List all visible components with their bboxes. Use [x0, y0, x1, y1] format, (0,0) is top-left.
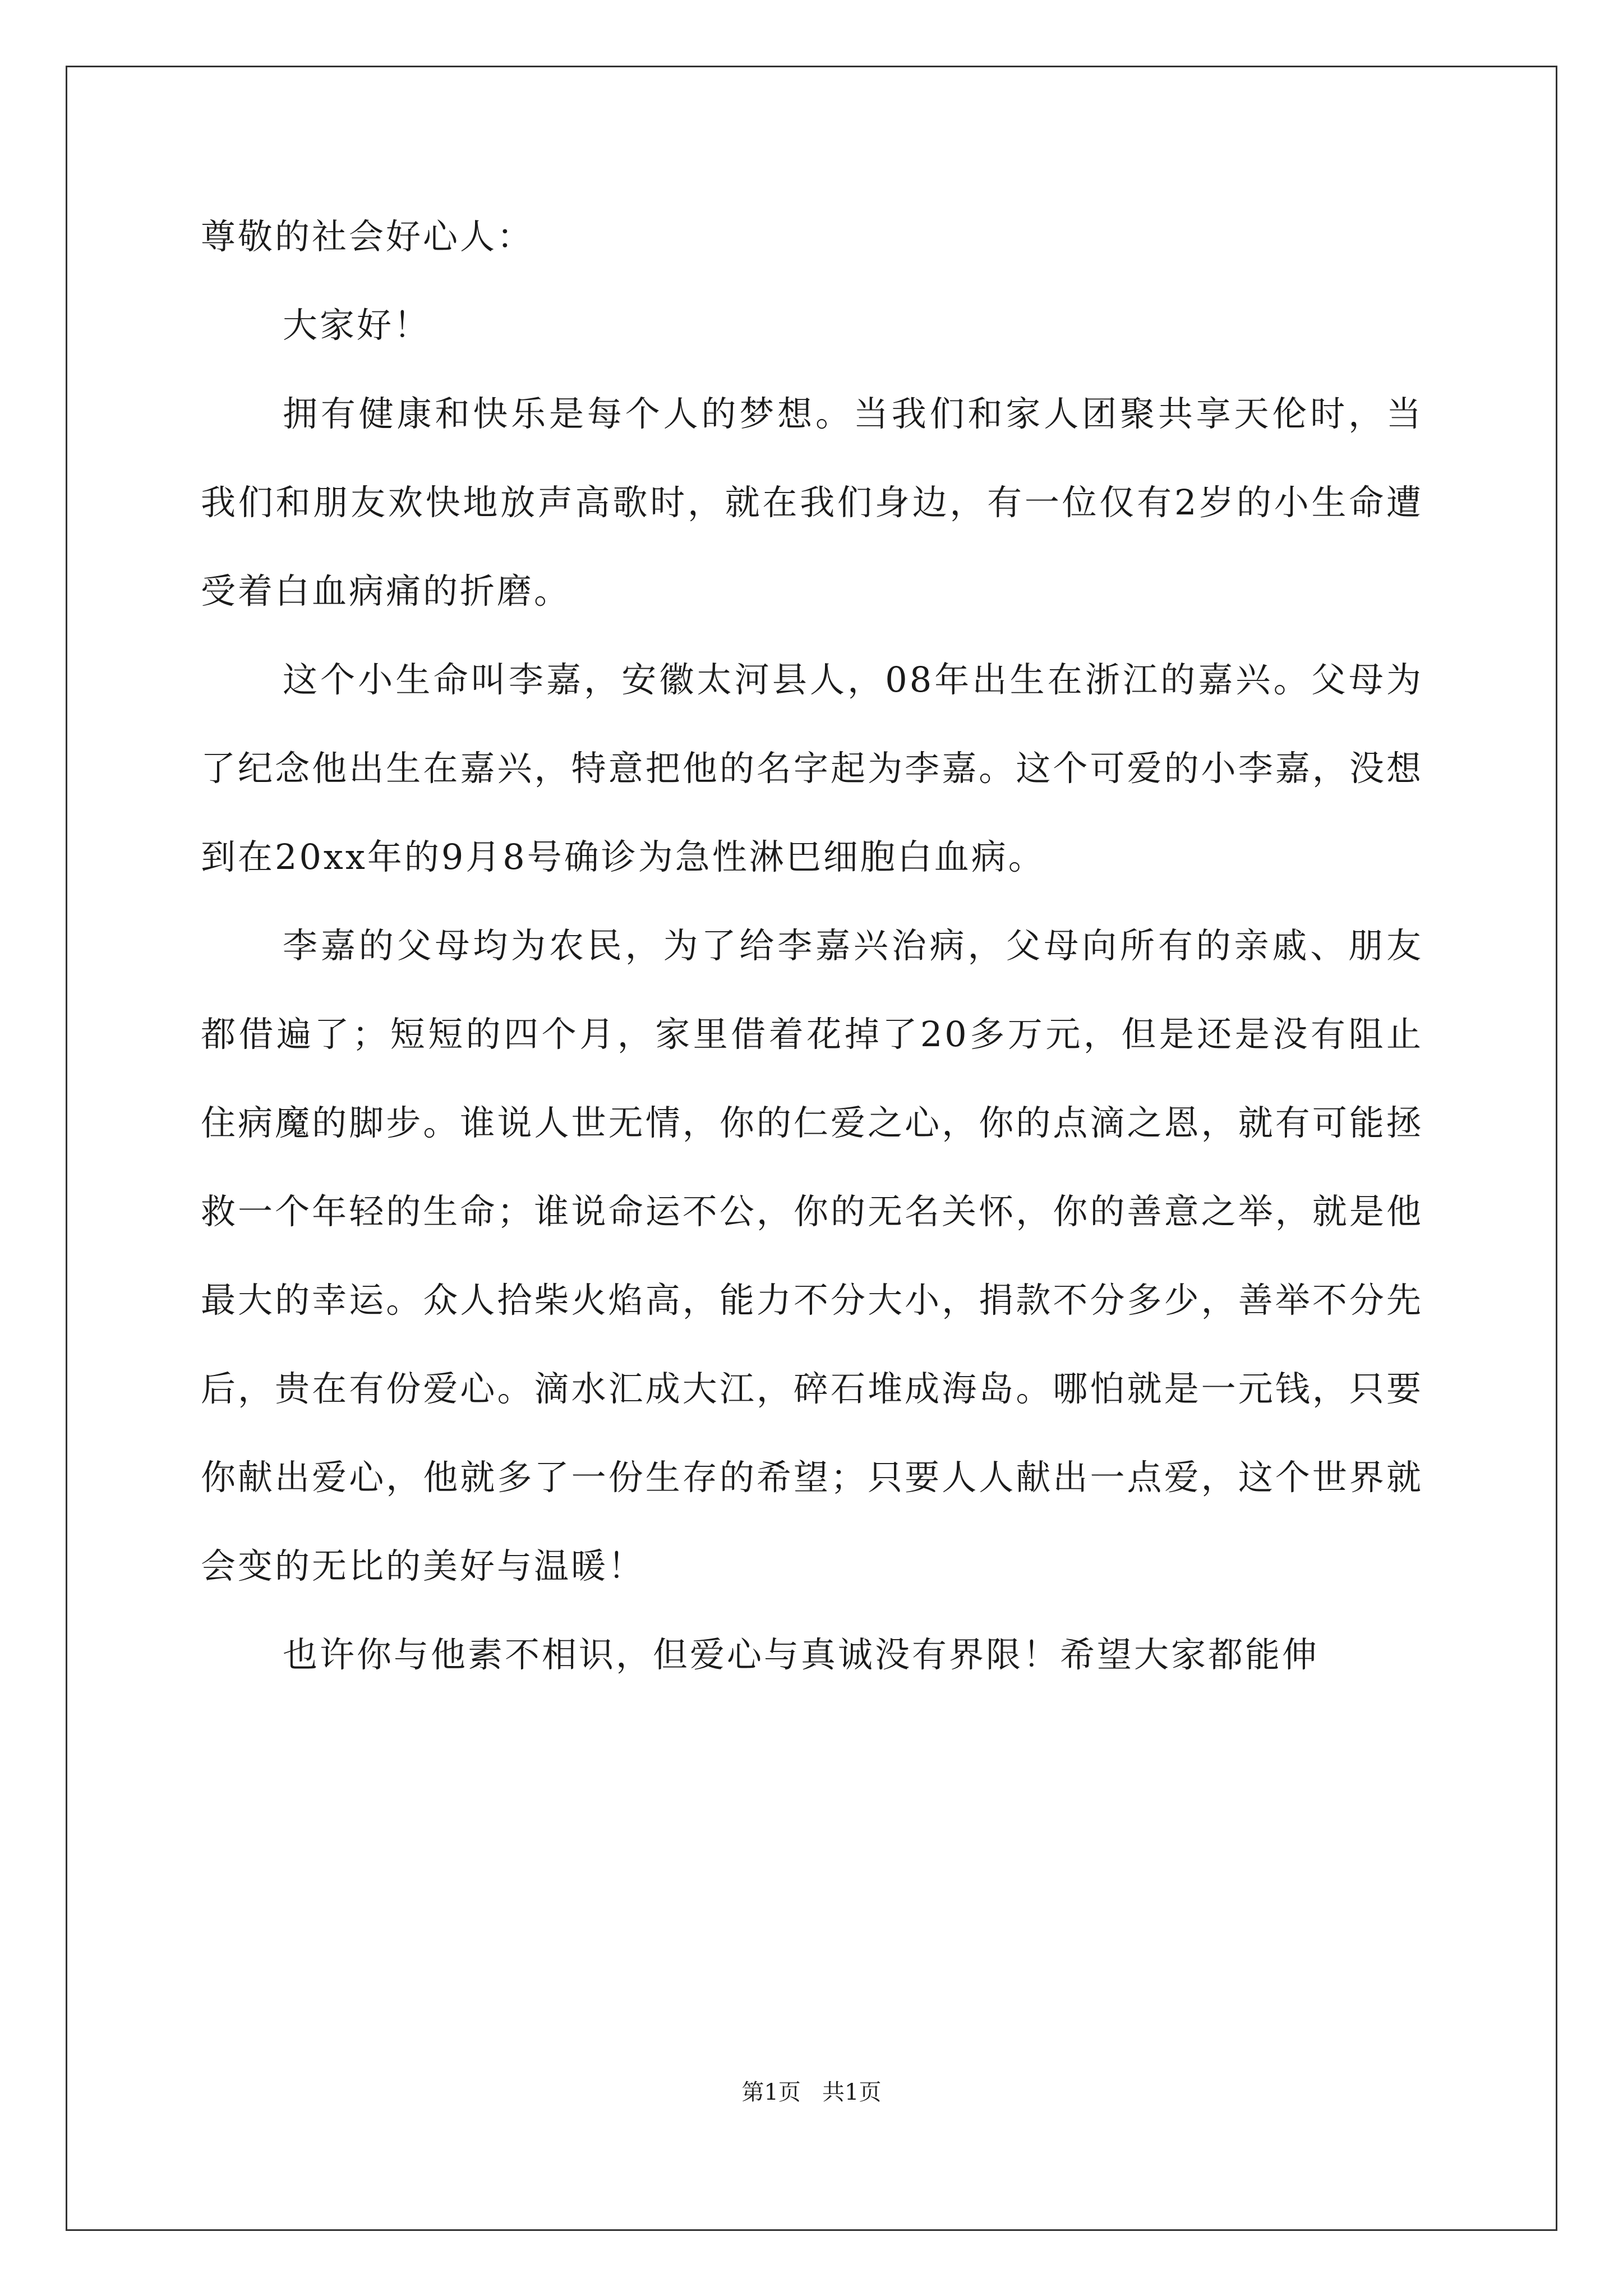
paragraph-appeal: 李嘉的父母均为农民，为了给李嘉兴治病，父母向所有的亲戚、朋友都借遍了；短短的四个月，家里借着花掉了20多万元，但是还是没有阻止住病魔的脚步。谁说人世无情，你的仁爱之心，你的点滴之恩，就有可能拯救一个年轻的生命；谁说命运不公，你的无名关怀，你的善意之举，就是他最大的幸运。众人拾柴火焰高，能力不分大小，捐款不分多少，善举不分先后，贵在有份爱心。滴水汇成大江，碎石堆成海岛。哪怕就是一元钱，只要你献出爱心，他就多了一份生存的希望；只要人人献出一点爱，这个世界就会变的无比的美好与温暖！ — [201, 925, 1423, 1586]
page-number-footer: 第1页 共1页 — [741, 2079, 882, 2105]
paragraph-intro: 拥有健康和快乐是每个人的梦想。当我们和家人团聚共享天伦时，当我们和朋友欢快地放声高歌时，就在我们身边，有一位仅有2岁的小生命遭受着白血病痛的折磨。 — [201, 393, 1423, 611]
salutation: 尊敬的社会好心人： — [201, 216, 534, 257]
paragraph-background: 这个小生命叫李嘉，安徽太河县人，08年出生在浙江的嘉兴。父母为了纪念他出生在嘉兴，特意把他的名字起为李嘉。这个可爱的小李嘉，没想到在20xx年的9月8号确诊为急性淋巴细胞白血病。 — [201, 659, 1423, 877]
document-body — [201, 216, 1423, 1699]
paragraph-closing: 也许你与他素不相识，但爱心与真诚没有界限！希望大家都能伸 — [283, 1634, 1320, 1675]
greeting: 大家好！ — [283, 305, 431, 346]
